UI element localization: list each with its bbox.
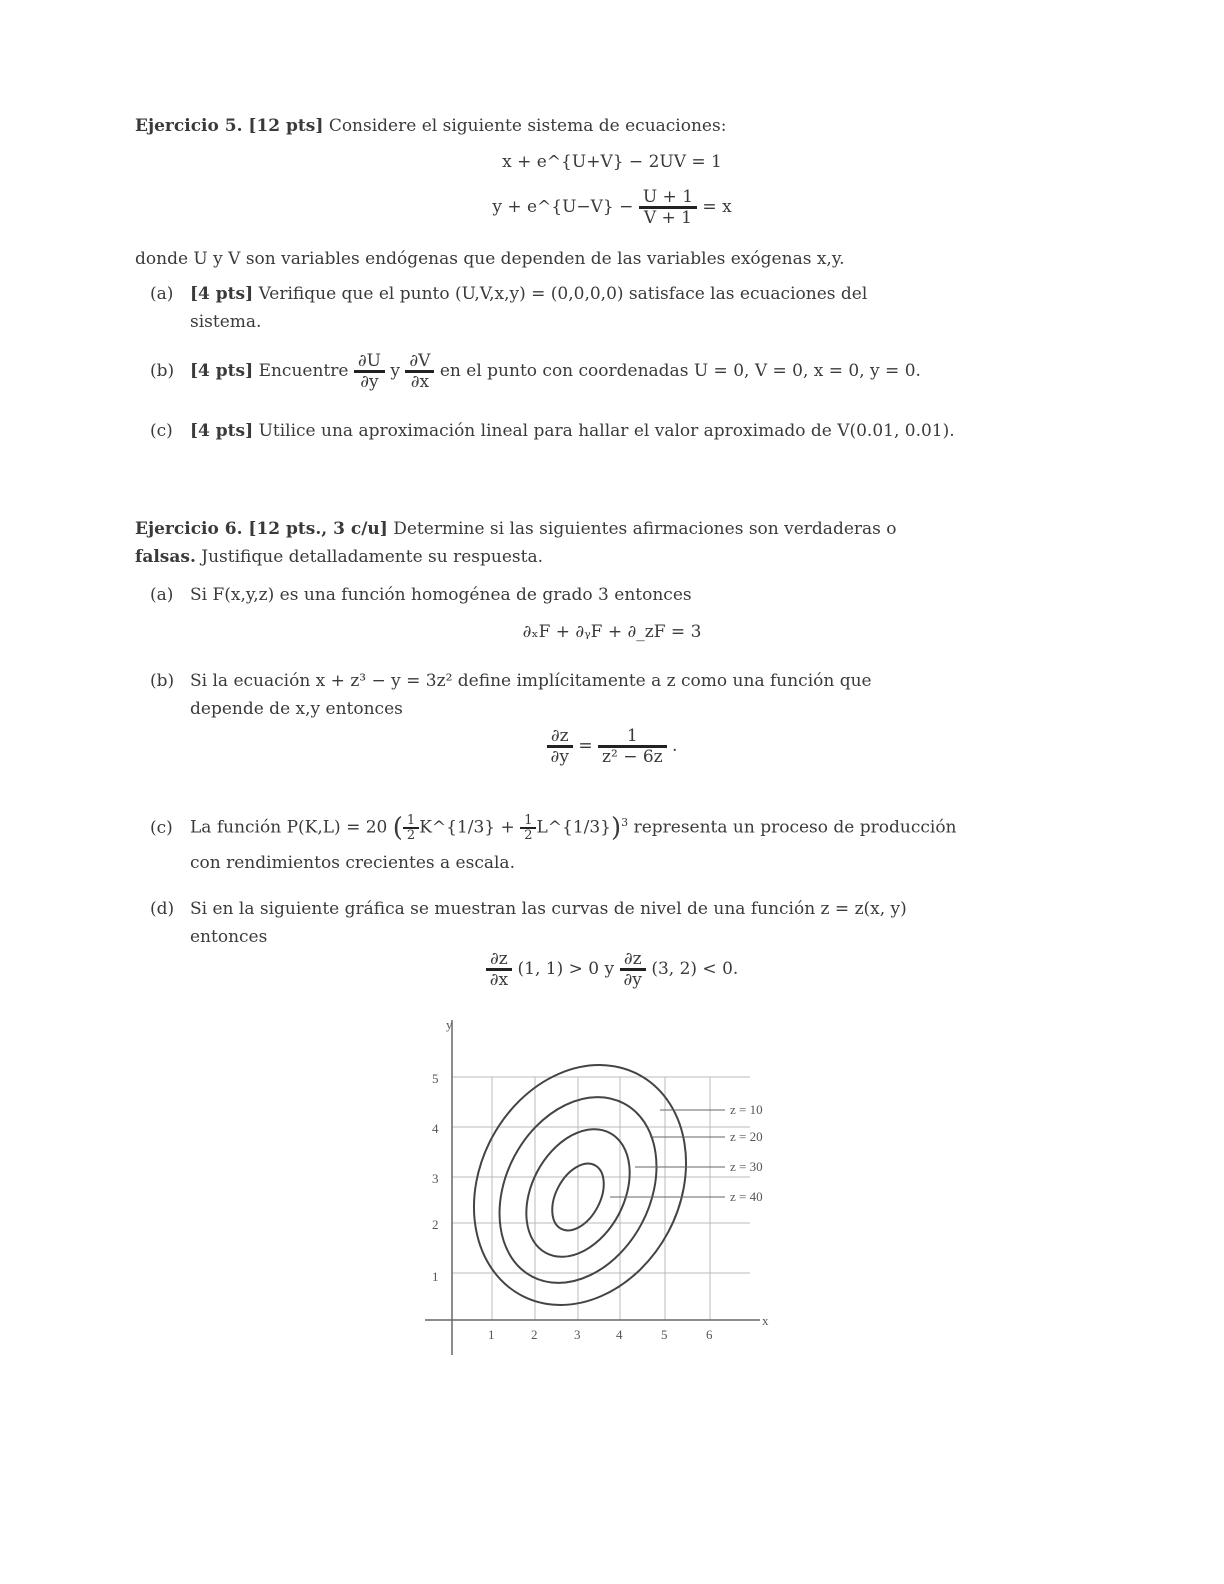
level-label: z = 20	[730, 1129, 763, 1144]
ex6-c-frac1	[403, 814, 419, 842]
ex6-b-frac2	[598, 727, 667, 766]
ex5-eq2-fraction	[639, 188, 697, 227]
ex6-c-text-mid: K^{1/3} +	[419, 817, 515, 838]
x-tick: 4	[616, 1327, 623, 1342]
ex5-b-frac2-den: ∂x	[405, 370, 434, 391]
ex6-c-text2: representa un proceso de producción	[633, 817, 957, 838]
ex6-c-label: (c)	[150, 817, 173, 838]
y-tick: 2	[432, 1217, 439, 1232]
ex6-d-label: (d)	[150, 899, 175, 919]
ex6-b-frac2-num: 1	[626, 726, 638, 746]
ex6-c-text1: La función P(K,L) = 20	[190, 817, 388, 838]
x-tick: 1	[488, 1327, 495, 1342]
ex6-heading-2	[135, 546, 543, 568]
ex5-c-label: (c)	[150, 421, 173, 441]
ex6-d-eq-mid: (1, 1) > 0 y	[517, 959, 615, 979]
ex6-c-frac2-num: 1	[524, 813, 533, 829]
ex6-d-frac2-num: ∂z	[623, 949, 642, 969]
ex6-b-frac2-den: z² − 6z	[598, 745, 667, 766]
ex5-a-text: Verifique que el punto (U,V,x,y) = (0,0,0,0) satisface las ecuaciones del	[258, 284, 868, 304]
y-axis-label: y	[446, 1017, 453, 1032]
ex6-a-label: (a)	[150, 585, 174, 605]
ex5-item-c	[150, 420, 955, 442]
level-curves	[433, 1028, 727, 1343]
ex5-b-frac1-den: ∂y	[354, 370, 385, 391]
ex5-eq2-left: y + e^{U−V} −	[492, 197, 634, 217]
ex5-b-frac2	[405, 352, 434, 391]
level-label: z = 30	[730, 1159, 763, 1174]
ex5-eq2-right: = x	[702, 197, 732, 217]
ex5-b-frac1-num: ∂U	[357, 351, 381, 371]
ex5-b-pts: [4 pts]	[190, 361, 254, 381]
ex5-item-a	[150, 283, 867, 305]
level-curve-outer	[433, 1028, 727, 1343]
ex6-b-text: Si la ecuación x + z³ − y = 3z² define implícitamente a z como una función que	[190, 671, 872, 691]
ex6-d-frac2	[620, 950, 646, 989]
ex5-b-label: (b)	[150, 361, 175, 381]
x-tick: 3	[574, 1327, 581, 1342]
ex5-a-pts: [4 pts]	[190, 284, 254, 304]
ex6-d-frac1-den: ∂x	[486, 968, 512, 989]
ex5-heading	[135, 115, 726, 137]
ex6-heading	[135, 518, 897, 540]
ex6-b-eq-end: .	[672, 736, 678, 756]
ex6-c-text-mid2: L^{1/3}	[536, 817, 611, 838]
ex5-b-text2: en el punto con coordenadas U = 0, V = 0, x = 0, y = 0.	[439, 361, 921, 381]
ex6-item-c: (c) La función P(K,L) = 20 ( $\frac{1}{2}$ K^{1/3} + $\frac{1}{2}$ L^{1/3})$^3$ representa un proceso de producción	[150, 813, 957, 844]
ex5-a-text2: sistema.	[190, 312, 262, 332]
ex5-intro: Considere el siguiente sistema de ecuaciones:	[328, 116, 727, 136]
ex6-b-eq	[0, 727, 1224, 766]
ex6-d-text: Si en la siguiente gráfica se muestran las curvas de nivel de una función z = z(x, y)	[190, 899, 907, 919]
ex6-d-frac1	[486, 950, 512, 989]
y-tick: 5	[432, 1071, 439, 1086]
ex6-title: Ejercicio 6. [12 pts., 3 c/u]	[135, 519, 388, 539]
ex6-c-frac1-den: 2	[403, 827, 419, 842]
ex6-d-eq-end: (3, 2) < 0.	[651, 959, 739, 979]
ex5-b-text1: Encuentre	[258, 361, 349, 381]
y-tick: 3	[432, 1171, 439, 1186]
ex6-c-frac2-den: 2	[520, 827, 536, 842]
ex6-item-a	[150, 584, 692, 606]
level-label: z = 10	[730, 1102, 763, 1117]
ex6-b-frac1-den: ∂y	[547, 745, 573, 766]
ex6-b-text2: depende de x,y entonces	[190, 699, 403, 719]
ex5-eq1: x + e^{U+V} − 2UV = 1	[502, 152, 722, 172]
ex5-b-frac1	[354, 352, 385, 391]
x-axis-label: x	[762, 1313, 769, 1328]
ex6-b-frac1	[547, 727, 573, 766]
ex6-b-eq-mid: =	[578, 736, 593, 756]
level-curves-graph	[420, 1015, 800, 1365]
ex5-eq2	[0, 188, 1224, 227]
ex5-a-label: (a)	[150, 284, 174, 304]
ex5-eq2-num: U + 1	[642, 187, 694, 207]
ex6-d-text2: entonces	[190, 927, 268, 947]
ex5-item-b	[150, 352, 921, 391]
ex6-d-frac1-num: ∂z	[490, 949, 508, 969]
ex6-d-eq	[0, 950, 1224, 989]
level-label: z = 40	[730, 1189, 763, 1204]
x-tick: 5	[661, 1327, 668, 1342]
ex6-c-text3: con rendimientos crecientes a escala.	[190, 853, 515, 873]
ex6-item-d	[150, 898, 907, 920]
ex6-d-frac2-den: ∂y	[620, 968, 646, 989]
ex6-item-b	[150, 670, 872, 692]
ex6-intro2: Justifique detalladamente su respuesta.	[201, 547, 544, 567]
ex5-b-and: y	[390, 361, 400, 381]
ex6-intro: Determine si las siguientes afirmaciones son verdaderas o	[393, 519, 897, 539]
x-tick: 2	[531, 1327, 538, 1342]
ex6-b-label: (b)	[150, 671, 175, 691]
ex6-intro2-bold: falsas.	[135, 547, 196, 567]
ex5-b-frac2-num: ∂V	[409, 351, 431, 371]
ex5-c-pts: [4 pts]	[190, 421, 254, 441]
ex5-c-text: Utilice una aproximación lineal para hallar el valor aproximado de V(0.01, 0.01).	[258, 421, 955, 441]
y-tick: 4	[432, 1121, 439, 1136]
ex6-b-frac1-num: ∂z	[550, 726, 569, 746]
y-tick: 1	[432, 1269, 439, 1284]
ex5-eq2-den: V + 1	[639, 206, 697, 227]
ex6-a-eq: ∂ₓF + ∂ᵧF + ∂_zF = 3	[522, 622, 702, 642]
ex6-a-text: Si F(x,y,z) es una función homogénea de grado 3 entonces	[190, 585, 692, 605]
ex5-where: donde U y V son variables endógenas que dependen de las variables exógenas x,y.	[135, 249, 845, 269]
x-tick: 6	[706, 1327, 713, 1342]
ex5-title: Ejercicio 5. [12 pts]	[135, 116, 324, 136]
ex6-c-frac1-num: 1	[406, 813, 416, 829]
ex6-c-frac2	[520, 814, 536, 842]
